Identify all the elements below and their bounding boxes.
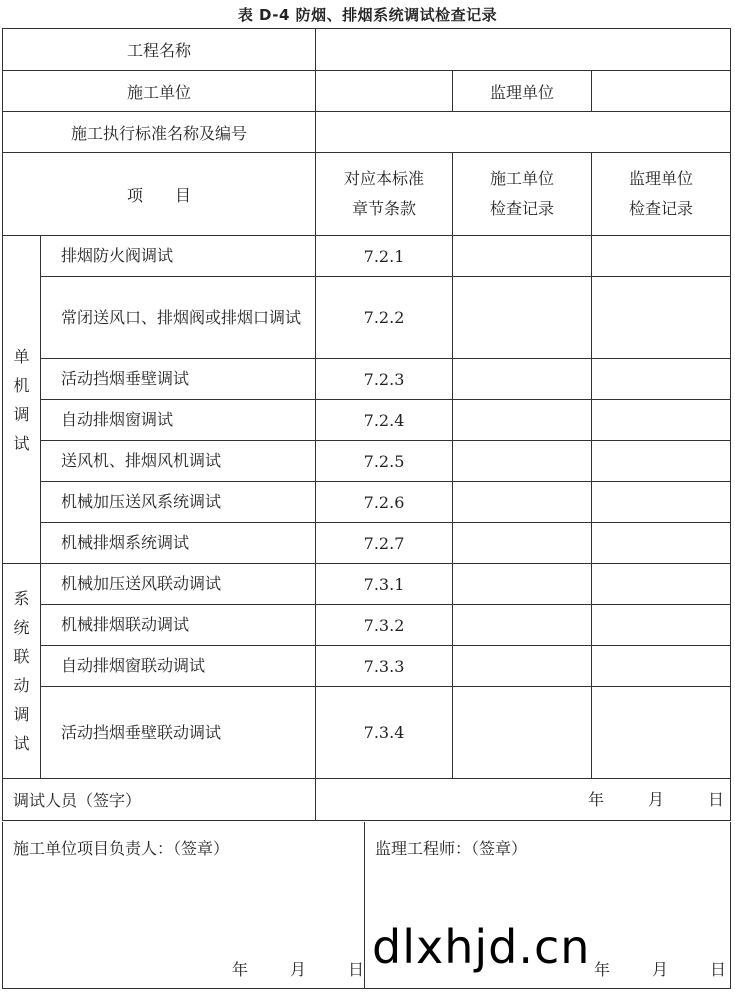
column-header-supervision-check-line2: 检查记录 — [629, 199, 694, 218]
row-item: 排烟防火阀调试 — [41, 236, 316, 277]
group-label-char: 试 — [13, 433, 30, 453]
project-name-field[interactable] — [316, 29, 731, 71]
date-year: 年 — [593, 959, 610, 979]
date-year: 年 — [231, 959, 248, 979]
column-header-clause — [316, 153, 453, 236]
date-day: 日 — [709, 959, 726, 979]
row-item: 机械排烟系统调试 — [41, 523, 316, 564]
date-month: 月 — [651, 959, 668, 979]
group-label-char: 统 — [13, 618, 30, 637]
row-supervision-record[interactable] — [592, 523, 731, 564]
date-year: 年 — [587, 790, 604, 809]
tester-date — [588, 787, 724, 810]
row-construction-record[interactable] — [453, 482, 592, 523]
row-construction-record[interactable] — [453, 400, 592, 441]
standard-label: 施工执行标准名称及编号 — [3, 112, 316, 153]
row-supervision-record[interactable] — [592, 564, 731, 605]
table-row — [3, 687, 731, 779]
row-construction-record[interactable] — [453, 687, 592, 779]
table-row — [3, 277, 731, 359]
group-label-char: 调 — [13, 404, 30, 424]
row-supervision-record[interactable] — [592, 646, 731, 687]
table-row — [3, 523, 731, 564]
group-label-char: 单 — [13, 346, 30, 366]
construction-manager-label: 施工单位项目负责人：（签章） — [13, 839, 230, 858]
column-header-construction-check-line2: 检查记录 — [490, 199, 555, 218]
row-supervision-record[interactable] — [592, 482, 731, 523]
row-item: 自动排烟窗联动调试 — [41, 646, 316, 687]
column-header-clause-line2: 章节条款 — [352, 199, 417, 218]
row-construction-record[interactable] — [453, 523, 592, 564]
tester-label: 调试人员（签字） — [3, 779, 316, 821]
group-label-char: 机 — [13, 375, 30, 395]
row-clause: 7.2.2 — [316, 277, 453, 359]
row-construction-record[interactable] — [453, 441, 592, 482]
row-clause: 7.3.2 — [316, 605, 453, 646]
table-row — [3, 564, 731, 605]
column-header-construction-check — [453, 153, 592, 236]
row-construction-record[interactable] — [453, 236, 592, 277]
watermark-text: dlxhjd.cn — [368, 922, 594, 972]
table-row — [3, 400, 731, 441]
table-row — [3, 646, 731, 687]
project-name-label: 工程名称 — [3, 29, 316, 71]
row-supervision-record[interactable] — [592, 687, 731, 779]
construction-manager-signature[interactable] — [3, 822, 365, 988]
table-row — [3, 605, 731, 646]
row-supervision-record[interactable] — [592, 605, 731, 646]
row-clause: 7.3.4 — [316, 687, 453, 779]
row-clause: 7.3.1 — [316, 564, 453, 605]
row-clause: 7.2.6 — [316, 482, 453, 523]
column-header-supervision-check — [592, 153, 731, 236]
row-construction-record[interactable] — [453, 605, 592, 646]
column-header-construction-check-line1: 施工单位 — [490, 169, 555, 188]
group-label-char: 调 — [13, 705, 30, 724]
units-row — [3, 71, 731, 112]
table-row — [3, 359, 731, 400]
inspection-table — [2, 28, 731, 821]
standard-row — [3, 112, 731, 153]
row-item: 常闭送风口、排烟阀或排烟口调试 — [41, 277, 316, 359]
row-item: 活动挡烟垂壁调试 — [41, 359, 316, 400]
row-supervision-record[interactable] — [592, 400, 731, 441]
group-label-char: 动 — [13, 676, 30, 695]
project-name-row — [3, 29, 731, 71]
construction-unit-label: 施工单位 — [3, 71, 316, 112]
date-day: 日 — [347, 959, 364, 979]
date-month: 月 — [648, 790, 665, 809]
tester-signature-field[interactable] — [316, 779, 731, 821]
column-header-supervision-check-line1: 监理单位 — [629, 169, 694, 188]
date-day: 日 — [708, 790, 725, 809]
table-row — [3, 441, 731, 482]
row-construction-record[interactable] — [453, 646, 592, 687]
row-clause: 7.2.4 — [316, 400, 453, 441]
table-row — [3, 236, 731, 277]
standard-field[interactable] — [316, 112, 731, 153]
construction-unit-field[interactable] — [316, 71, 453, 112]
construction-manager-date — [232, 957, 364, 980]
row-clause: 7.3.3 — [316, 646, 453, 687]
row-supervision-record[interactable] — [592, 277, 731, 359]
row-item: 机械排烟联动调试 — [41, 605, 316, 646]
column-header-clause-line1: 对应本标准 — [344, 169, 425, 188]
row-supervision-record[interactable] — [592, 359, 731, 400]
row-supervision-record[interactable] — [592, 236, 731, 277]
signature-table — [2, 822, 731, 989]
row-item: 机械加压送风系统调试 — [41, 482, 316, 523]
supervision-unit-field[interactable] — [592, 71, 731, 112]
group-label-char: 系 — [13, 589, 30, 608]
table-row — [3, 482, 731, 523]
row-item: 自动排烟窗调试 — [41, 400, 316, 441]
row-item: 送风机、排烟风机调试 — [41, 441, 316, 482]
row-construction-record[interactable] — [453, 277, 592, 359]
supervision-engineer-label: 监理工程师：（签章） — [375, 839, 528, 858]
group-label-char: 联 — [13, 647, 30, 666]
document-title: 表 D-4 防烟、排烟系统调试检查记录 — [237, 6, 498, 24]
row-clause: 7.2.3 — [316, 359, 453, 400]
group-label-single-unit — [3, 236, 41, 564]
row-clause: 7.2.5 — [316, 441, 453, 482]
column-header-item: 项 目 — [3, 153, 316, 236]
column-header-row — [3, 153, 731, 236]
row-item: 活动挡烟垂壁联动调试 — [41, 687, 316, 779]
row-item: 机械加压送风联动调试 — [41, 564, 316, 605]
row-clause: 7.2.1 — [316, 236, 453, 277]
supervision-engineer-date — [594, 957, 726, 980]
row-supervision-record[interactable] — [592, 441, 731, 482]
group-label-char: 试 — [13, 734, 30, 753]
date-month: 月 — [289, 959, 306, 979]
row-clause: 7.2.7 — [316, 523, 453, 564]
group-label-system-linkage — [3, 564, 41, 779]
row-construction-record[interactable] — [453, 359, 592, 400]
tester-row — [3, 779, 731, 821]
supervision-unit-label: 监理单位 — [453, 71, 592, 112]
row-construction-record[interactable] — [453, 564, 592, 605]
